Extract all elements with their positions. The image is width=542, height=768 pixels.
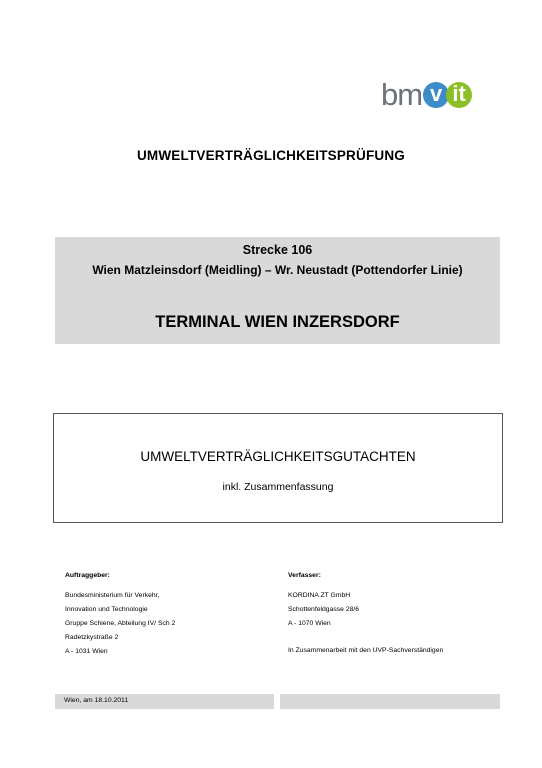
route-label: Wien Matzleinsdorf (Meidling) – Wr. Neustadt (Pottendorfer Linie) xyxy=(92,263,463,277)
report-subtitle: inkl. Zusammenfassung xyxy=(222,481,334,493)
footer-date: Wien, am 18.10.2011 xyxy=(64,697,129,704)
client-line: Bundesministerium für Verkehr, xyxy=(65,592,160,599)
client-heading: Auftraggeber: xyxy=(65,572,110,579)
author-line: KORDINA ZT GmbH xyxy=(288,592,351,599)
footer-bar-right xyxy=(280,694,500,709)
client-block xyxy=(65,569,175,659)
strecke-label: Strecke 106 xyxy=(242,243,313,257)
author-line: Schottenfeldgasse 28/6 xyxy=(288,606,360,613)
report-title-box xyxy=(53,413,503,523)
author-line: A - 1070 Wien xyxy=(288,620,331,627)
logo-circle-v: v xyxy=(423,82,449,108)
footer-date-bar xyxy=(55,694,274,709)
author-block xyxy=(288,569,443,658)
project-band xyxy=(55,237,500,344)
logo-circle-it: it xyxy=(446,82,472,108)
client-line: A - 1031 Wien xyxy=(65,648,108,655)
client-line: Innovation und Technologie xyxy=(65,606,148,613)
client-line: Gruppe Schiene, Abteilung IV/ Sch 2 xyxy=(65,620,176,627)
author-heading: Verfasser: xyxy=(288,572,321,579)
terminal-title: TERMINAL WIEN INZERSDORF xyxy=(155,313,400,331)
author-note: In Zusammenarbeit mit den UVP-Sachverständigen xyxy=(288,647,444,654)
bmvit-logo xyxy=(381,78,472,112)
report-title: UMWELTVERTRÄGLICHKEITSGUTACHTEN xyxy=(140,449,416,464)
logo-prefix: bm xyxy=(381,77,423,112)
document-heading: UMWELTVERTRÄGLICHKEITSPRÜFUNG xyxy=(136,148,406,163)
client-line: Radetzkystraße 2 xyxy=(65,634,119,641)
